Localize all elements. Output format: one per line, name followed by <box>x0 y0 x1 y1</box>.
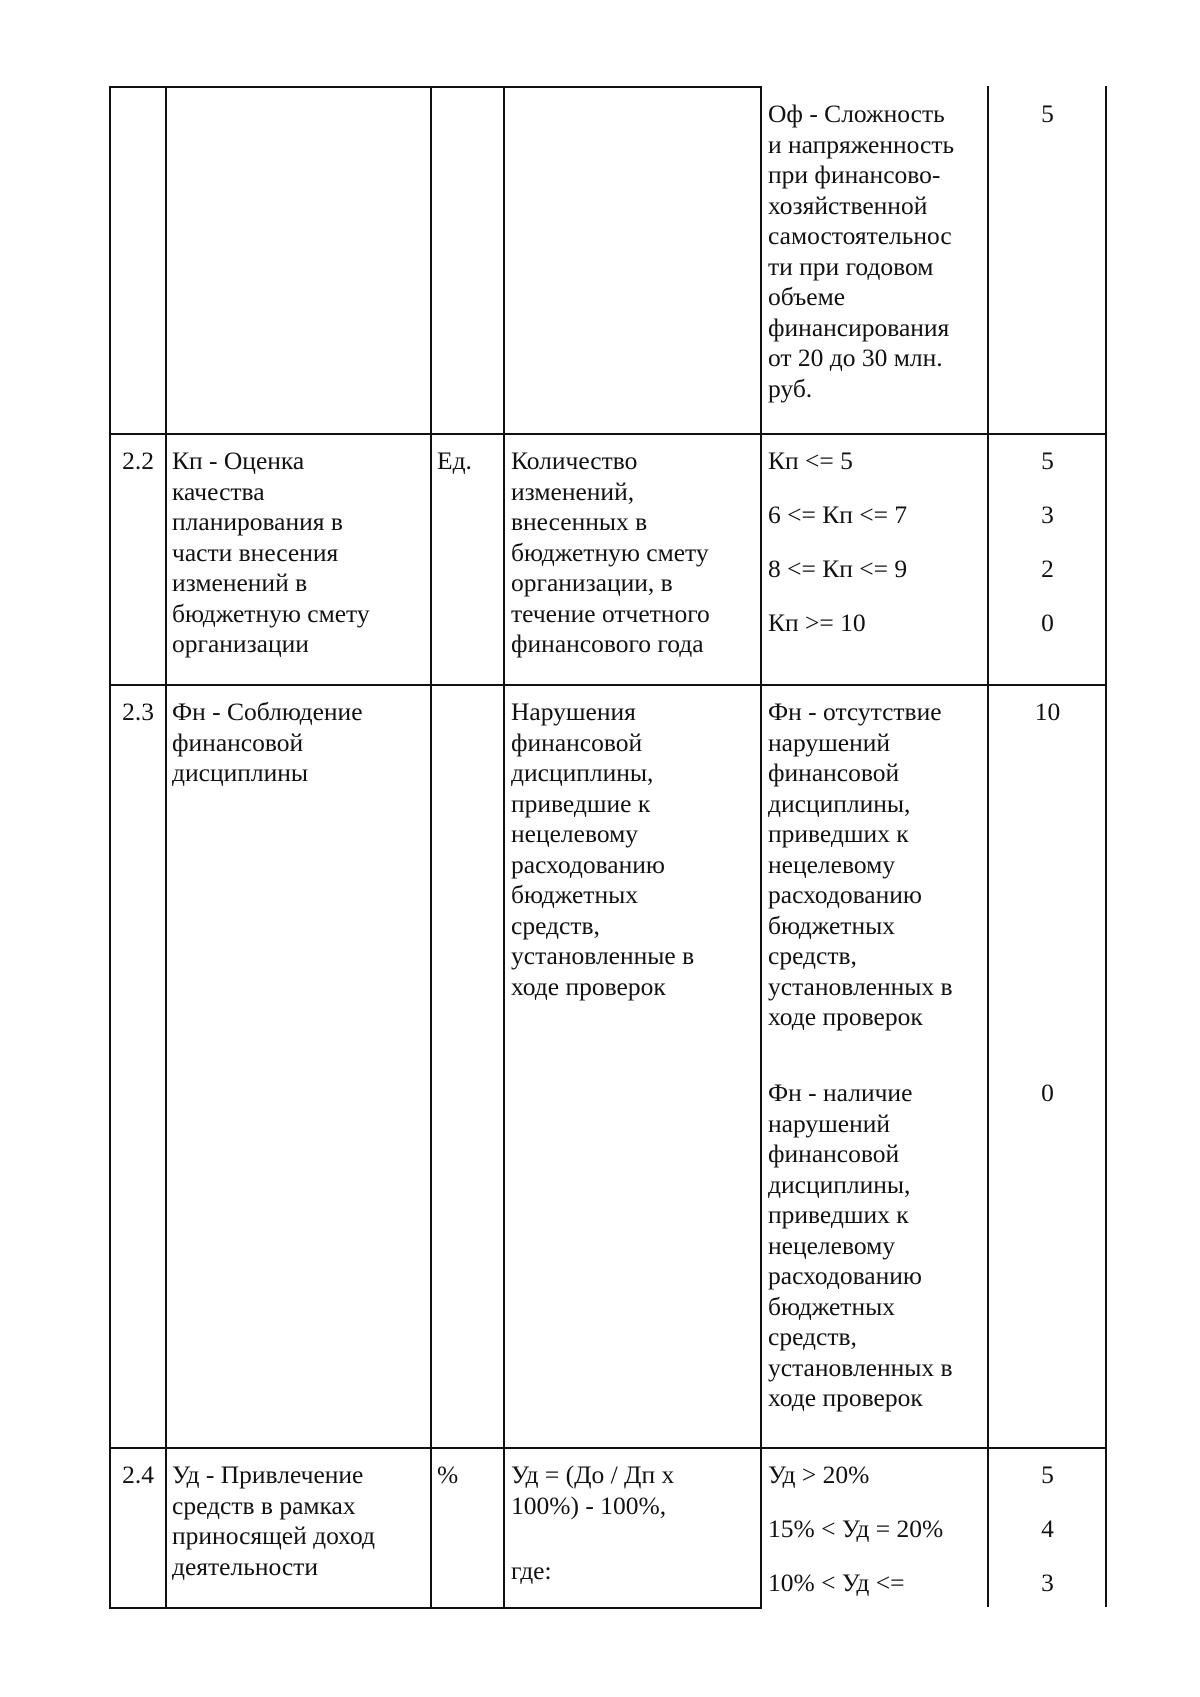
criterion-text-line: финансирования <box>768 312 950 342</box>
criterion-text-line: приведших к <box>768 819 909 848</box>
column-divider <box>987 86 989 1607</box>
method-line: бюджетных <box>511 880 638 909</box>
criterion-text-line: объеме <box>768 282 846 311</box>
criterion-text-line: ходе проверок <box>768 1002 923 1031</box>
row-divider <box>109 684 1107 686</box>
score-value: 3 <box>1041 500 1054 529</box>
score-value: 10 <box>1034 697 1061 726</box>
indicator-name <box>172 446 428 660</box>
criterion-2-1-continued <box>768 99 984 404</box>
criterion-text-line: дисциплины, <box>768 788 911 818</box>
method-line: Уд = (До / Дп х <box>511 1460 675 1489</box>
method-line: финансового года <box>511 629 704 658</box>
table-right-border <box>1105 86 1107 1607</box>
unit-value: % <box>437 1460 459 1489</box>
indicator-name-line: деятельности <box>172 1551 318 1581</box>
criterion-text: Кп <= 5 <box>768 446 853 475</box>
row-number: 2.4 <box>122 1460 154 1489</box>
criterion-text-line: дисциплины, <box>768 1169 911 1199</box>
row-divider <box>109 433 1107 435</box>
criterion-text-line: нецелевому <box>768 1230 895 1260</box>
column-divider <box>165 86 167 1609</box>
row-number: 2.3 <box>122 697 154 726</box>
method-line: средств, <box>511 910 600 940</box>
score-value: 5 <box>1041 446 1054 475</box>
score-value: 4 <box>1041 1514 1054 1543</box>
indicator-name <box>172 697 428 789</box>
criterion-text-line: нарушений <box>768 1108 891 1138</box>
criterion-text: 15% < Уд = 20% <box>768 1514 944 1543</box>
criterion-text-line: Оф - Сложность <box>768 99 945 128</box>
indicator-name-line: средств в рамках <box>172 1490 356 1520</box>
criterion-text: 6 <= Кп <= 7 <box>768 500 908 529</box>
criterion-text-line: бюджетных <box>768 910 895 940</box>
method-line: внесенных в <box>511 507 648 536</box>
criterion-text-line: финансовой <box>768 1139 900 1168</box>
indicator-name-line: приносящей доход <box>172 1521 375 1550</box>
criterion-text-line: от 20 до 30 млн. <box>768 343 943 372</box>
criterion-text-line: хозяйственной <box>768 190 928 220</box>
column-divider <box>503 86 505 1609</box>
indicator-name-line: Уд - Привлечение <box>172 1460 364 1489</box>
method-where: где: <box>511 1556 552 1585</box>
score-value: 0 <box>1041 608 1054 637</box>
criterion-text-line: ти при годовом <box>768 251 934 281</box>
criterion-text-line: нарушений <box>768 727 891 757</box>
criterion-text-line: самостоятельнос <box>768 221 952 250</box>
method-line: 100%) - 100%, <box>511 1490 667 1520</box>
row-divider <box>109 86 762 88</box>
method-line: Количество <box>511 446 638 475</box>
indicator-name-line: Фн - Соблюдение <box>172 697 363 726</box>
method-line: расходованию <box>511 849 665 879</box>
criterion-text <box>768 1078 984 1414</box>
criterion-text-line: расходованию <box>768 1261 922 1290</box>
criterion-text-line: средств, <box>768 1322 857 1351</box>
criterion-text-line: при финансово- <box>768 160 941 189</box>
criterion-text-line: Фн - наличие <box>768 1078 913 1107</box>
method-line: изменений, <box>511 476 635 506</box>
criterion-text: 8 <= Кп <= 9 <box>768 554 908 583</box>
indicator-name-line: организации <box>172 629 309 658</box>
indicator-name-line: бюджетную смету <box>172 598 370 628</box>
method-line: организации, в <box>511 568 673 597</box>
score-value: 2 <box>1041 554 1054 583</box>
criterion-text-line: и напряженность <box>768 129 955 159</box>
indicator-name-line: изменений в <box>172 568 308 597</box>
method-line: приведшие к <box>511 788 651 818</box>
calculation-method <box>511 1460 758 1521</box>
criterion-text-line: приведших к <box>768 1200 909 1229</box>
method-line: нецелевому <box>511 819 638 848</box>
method-line: Нарушения <box>511 697 636 726</box>
indicator-name-line: дисциплины <box>172 758 309 787</box>
column-divider <box>109 86 111 1609</box>
unit-value: Ед. <box>437 446 472 475</box>
criterion-text-line: средств, <box>768 941 857 970</box>
method-line: финансовой <box>511 727 643 757</box>
criterion-text-line: руб. <box>768 373 813 403</box>
table-bottom-border <box>109 1607 762 1609</box>
criterion-text: 10% < Уд <= <box>768 1568 905 1597</box>
criterion-text-line: ходе проверок <box>768 1383 923 1412</box>
score-value: 5 <box>1041 1460 1054 1489</box>
criterion-text-line: установленных в <box>768 1352 953 1382</box>
score-value: 3 <box>1041 1568 1054 1597</box>
column-divider <box>430 86 432 1609</box>
method-line: ходе проверок <box>511 971 666 1001</box>
indicator-name <box>172 1460 428 1582</box>
score-value: 0 <box>1041 1078 1054 1107</box>
column-divider <box>760 86 762 1609</box>
criterion-text: Кп >= 10 <box>768 608 866 637</box>
criterion-text <box>768 697 984 1033</box>
calculation-method <box>511 697 758 1002</box>
criterion-text-line: Фн - отсутствие <box>768 697 942 726</box>
method-line: течение отчетного <box>511 598 710 628</box>
indicator-name-line: планирования в <box>172 507 343 536</box>
row-number: 2.2 <box>122 446 154 475</box>
method-line: дисциплины, <box>511 758 654 787</box>
method-line: бюджетную смету <box>511 537 709 567</box>
calculation-method <box>511 446 758 660</box>
criterion-text-line: бюджетных <box>768 1291 895 1321</box>
score-value: 5 <box>1041 99 1054 128</box>
indicator-name-line: Кп - Оценка <box>172 446 305 475</box>
criterion-text-line: нецелевому <box>768 849 895 879</box>
indicator-name-line: качества <box>172 476 265 506</box>
method-line: установленные в <box>511 941 695 970</box>
criterion-text-line: установленных в <box>768 971 953 1001</box>
indicator-name-line: финансовой <box>172 727 304 757</box>
criterion-text-line: расходованию <box>768 880 922 909</box>
criterion-text: Уд > 20% <box>768 1460 870 1489</box>
criterion-text-line: финансовой <box>768 758 900 787</box>
row-divider <box>109 1447 1107 1449</box>
indicator-name-line: части внесения <box>172 537 339 567</box>
